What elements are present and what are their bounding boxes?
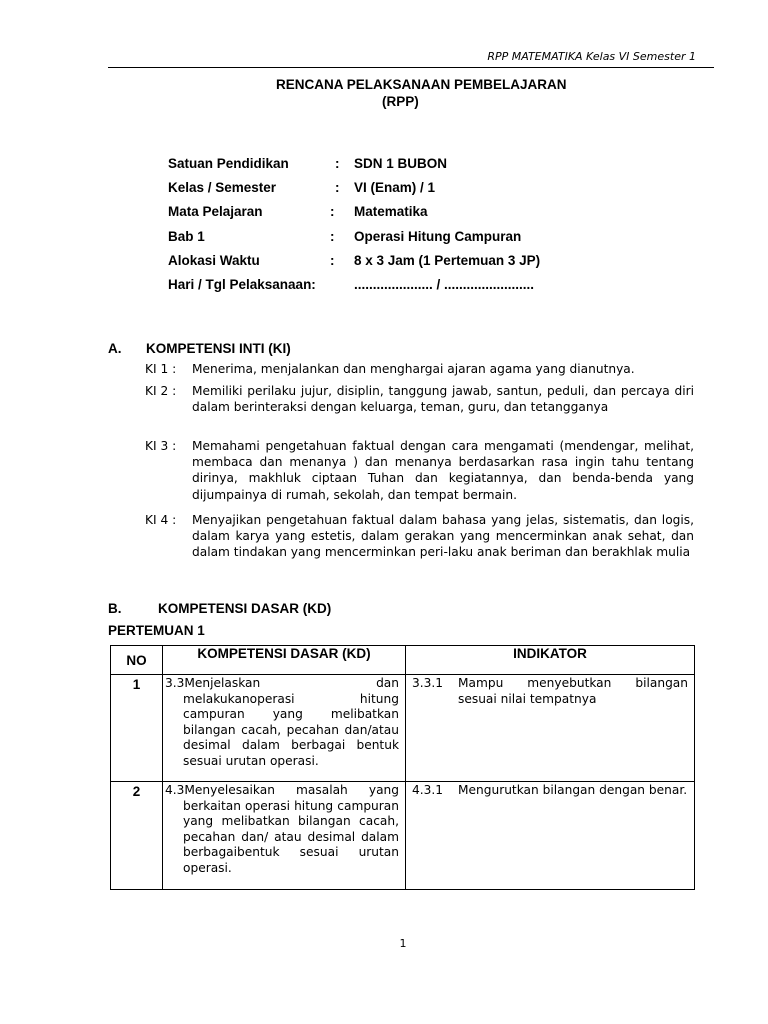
ki-text: Memiliki perilaku jujur, disiplin, tanggung jawab, santun, peduli, dan percaya diri dalam berinteraksi dengan keluarga, teman, guru, dan tetangganya bbox=[192, 384, 694, 415]
title-line-2: (RPP) bbox=[382, 94, 419, 109]
indicator-description: Mengurutkan bilangan dengan benar. bbox=[458, 783, 688, 797]
ki-text: Menyajikan pengetahuan faktual dalam bahasa yang jelas, sistematis, dan logis, dalam karya yang estetis, dalam gerakan yang mencerminkan anak sehat, dan dalam tindakan yang mencerminkan peri-laku anak beriman dan berakhlak mulia bbox=[192, 513, 694, 560]
identity-value: ..................... / ........................ bbox=[354, 276, 535, 292]
kd-table bbox=[110, 645, 695, 890]
identity-label: Satuan Pendidikan bbox=[168, 156, 289, 171]
identity-label: Alokasi Waktu bbox=[168, 252, 260, 268]
indicator-number: 3.3.1 bbox=[412, 676, 444, 690]
ki-item bbox=[145, 438, 694, 503]
ki-item bbox=[145, 361, 694, 377]
identity-value: Matematika bbox=[354, 204, 428, 220]
indicator-description: Mampu menyebutkan bilangan sesuai nilai tempatnya bbox=[458, 676, 688, 706]
kd-number: 4.3 bbox=[165, 783, 185, 797]
section-a-letter: A. bbox=[108, 341, 122, 356]
identity-colon: : bbox=[335, 156, 340, 171]
row-number: 1 bbox=[111, 675, 163, 782]
ki-code: KI 3 : bbox=[145, 439, 177, 453]
identity-colon: : bbox=[330, 252, 335, 268]
kd-description: Menjelaskan dan melakukanoperasi hitung campuran yang melibatkan bilangan cacah, pecahan dan/atau desimal dalam berbagai bentuk sesuai urutan operasi. bbox=[183, 676, 399, 768]
identity-value: 8 x 3 Jam (1 Pertemuan 3 JP) bbox=[354, 252, 541, 268]
section-b-title: KOMPETENSI DASAR (KD) bbox=[158, 601, 332, 616]
kd-number: 3.3 bbox=[165, 676, 185, 690]
indicator-cell bbox=[406, 675, 695, 782]
identity-colon: : bbox=[335, 180, 340, 196]
section-b-letter: B. bbox=[108, 601, 122, 616]
section-a-title: KOMPETENSI INTI (KI) bbox=[146, 341, 291, 356]
indicator-block bbox=[412, 676, 688, 707]
identity-label: Hari / Tgl Pelaksanaan: bbox=[168, 276, 316, 292]
table-row bbox=[111, 782, 695, 890]
ki-code: KI 1 : bbox=[145, 362, 177, 376]
ki-item bbox=[145, 383, 694, 415]
ki-item bbox=[145, 512, 694, 561]
indicator-block bbox=[412, 783, 688, 799]
identity-colon: : bbox=[330, 228, 335, 244]
identity-label: Mata Pelajaran bbox=[168, 204, 263, 220]
header-kd: KOMPETENSI DASAR (KD) bbox=[163, 646, 406, 675]
identity-value: Operasi Hitung Campuran bbox=[354, 228, 522, 244]
row-number: 2 bbox=[111, 782, 163, 890]
identity-label: Bab 1 bbox=[168, 228, 205, 244]
identity-label: Kelas / Semester bbox=[168, 180, 277, 196]
identity-value: SDN 1 BUBON bbox=[354, 156, 448, 171]
title-line-1: RENCANA PELAKSANAAN PEMBELAJARAN bbox=[276, 77, 567, 92]
identity-colon: : bbox=[330, 204, 335, 220]
header-no: NO bbox=[111, 646, 163, 675]
running-header: RPP MATEMATIKA Kelas VI Semester 1 bbox=[487, 50, 696, 63]
kd-text-block bbox=[165, 783, 399, 877]
ki-code: KI 4 : bbox=[145, 513, 177, 527]
indicator-number: 4.3.1 bbox=[412, 783, 444, 797]
table-header-row bbox=[111, 646, 695, 675]
header-indicator: INDIKATOR bbox=[406, 646, 695, 675]
page-number: 1 bbox=[399, 937, 407, 950]
kd-description: Menyelesaikan masalah yang berkaitan operasi hitung campuran yang melibatkan bilangan cacah, pecahan dan/ atau desimal dalam berbagaibentuk sesuai urutan operasi. bbox=[183, 783, 399, 875]
kd-cell bbox=[163, 782, 406, 890]
kd-text-block bbox=[165, 676, 399, 770]
ki-code: KI 2 : bbox=[145, 384, 177, 398]
indicator-cell bbox=[406, 782, 695, 890]
table-row bbox=[111, 675, 695, 782]
ki-text: Memahami pengetahuan faktual dengan cara mengamati (mendengar, melihat, membaca dan menanya ) dan menanya berdasarkan rasa ingin tahu tentang dirinya, makhluk ciptaan Tuhan dan kegiatannya, dan benda-benda yang dijumpainya di rumah, sekolah, dan tempat bermain. bbox=[192, 439, 694, 502]
meeting-label: PERTEMUAN 1 bbox=[108, 623, 205, 638]
kd-cell bbox=[163, 675, 406, 782]
ki-text: Menerima, menjalankan dan menghargai ajaran agama yang dianutnya. bbox=[192, 362, 635, 376]
header-divider bbox=[108, 67, 714, 68]
section-b-heading bbox=[108, 601, 332, 616]
identity-value: VI (Enam) / 1 bbox=[354, 180, 436, 196]
